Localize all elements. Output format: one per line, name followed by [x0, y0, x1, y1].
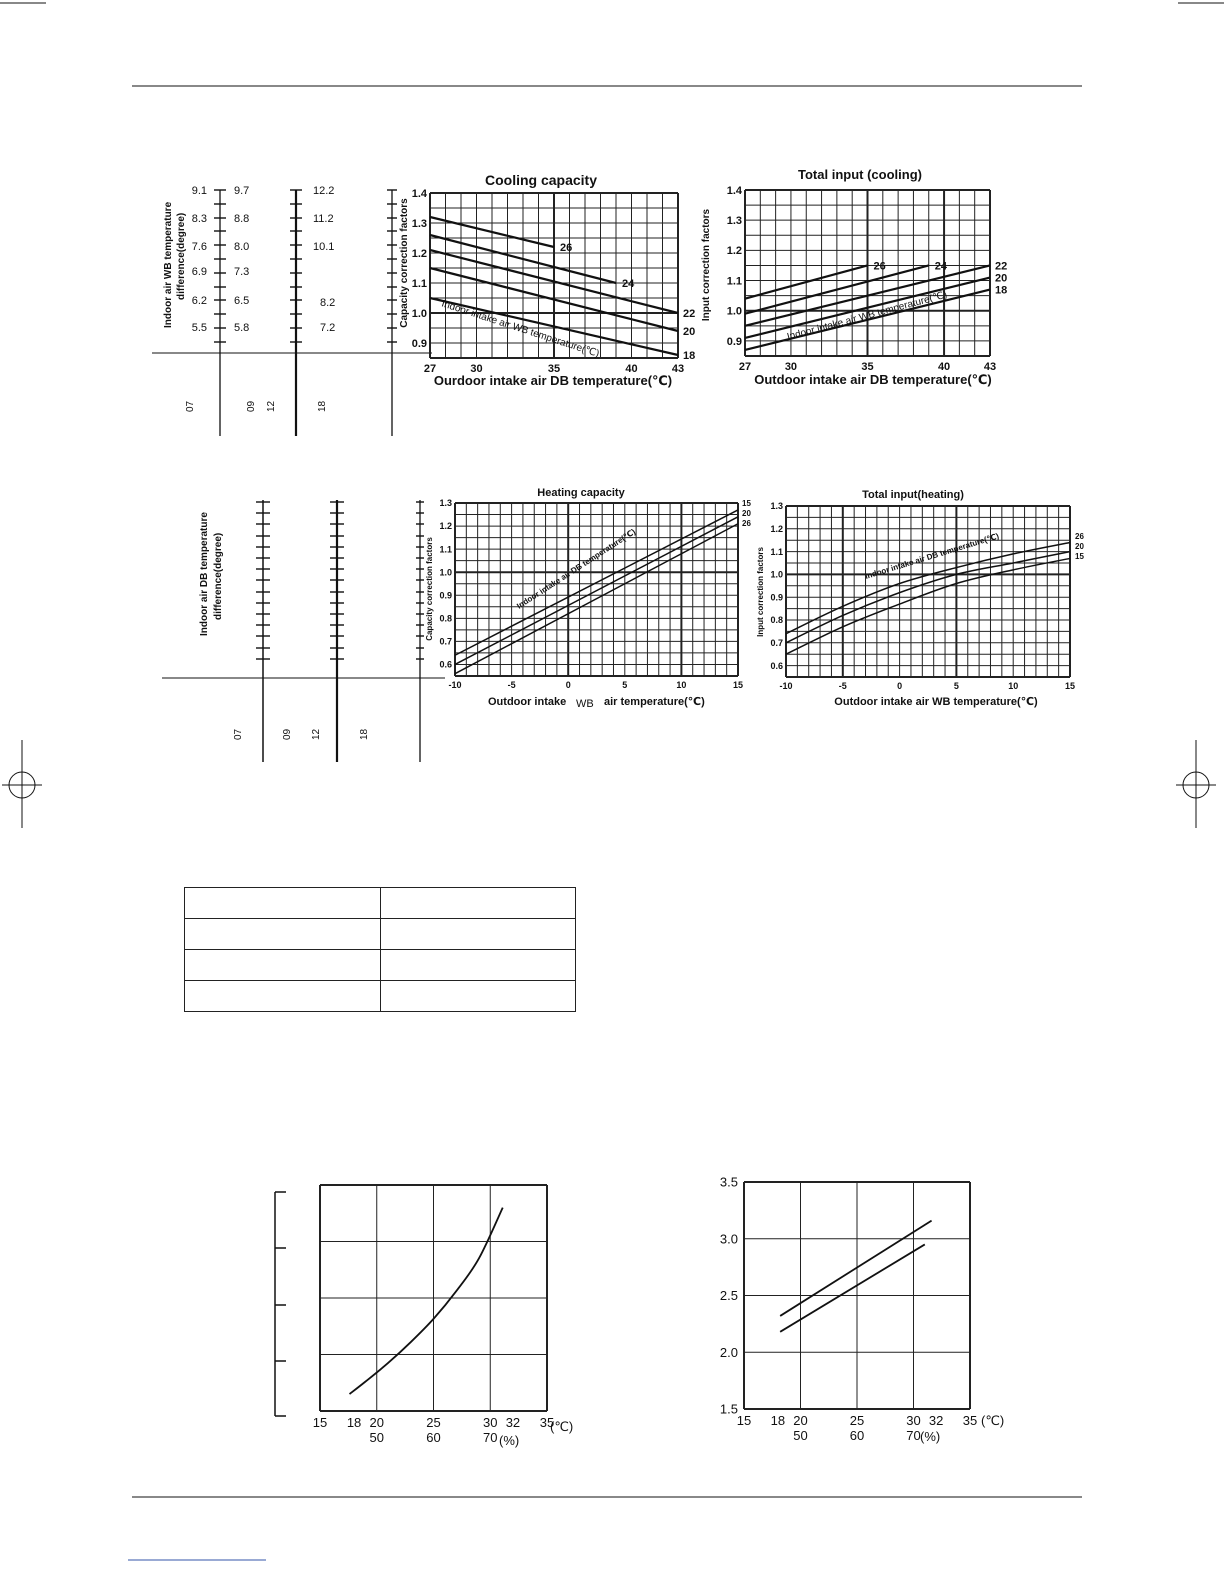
cooling-diff-scale: [152, 185, 432, 436]
series-label: 20: [1075, 542, 1084, 551]
cooling-scale-bottom-label: 18: [317, 400, 328, 412]
cooling-capacity-grid: [430, 193, 678, 358]
heating-capacity-ylabel: Capacity correction factors: [425, 537, 434, 641]
y-tick-label: 1.4: [726, 184, 742, 197]
bottom-right-ticks: [720, 1175, 977, 1443]
x-tick-label: 25: [426, 1415, 441, 1430]
y-tick-label: 3.0: [719, 1231, 738, 1247]
series-label: 18: [995, 284, 1008, 297]
cooling-capacity-ylabel: Capacity correction factors: [399, 198, 410, 328]
y-tick-label: 1.3: [726, 215, 742, 228]
y-tick-label: 1.0: [726, 305, 742, 318]
x-tick-label: 5: [953, 681, 959, 691]
cooling-capacity-annotation: Indoor intake air WB temperature(℃): [440, 298, 601, 360]
x-tick-label: 30: [470, 363, 483, 375]
registration-mark-left: [2, 740, 42, 828]
x-tick-label: 27: [738, 361, 752, 373]
cooling-scale-bottom-label: 09: [246, 400, 257, 412]
table-cell: [380, 888, 576, 919]
y-tick-label: 1.4: [411, 187, 427, 200]
series-label: 15: [742, 499, 751, 508]
y-tick-label: 2.0: [719, 1344, 738, 1360]
y-tick-label: 1.1: [726, 275, 742, 288]
y-tick-label: 1.2: [770, 523, 783, 534]
cooling-scale-col3-value: 12.2: [313, 185, 335, 197]
table-cell: [185, 950, 381, 981]
x-tick-label: 20: [793, 1413, 808, 1428]
table-cell: [185, 981, 381, 1012]
series-label: 22: [995, 260, 1008, 273]
series-label: 26: [742, 519, 751, 528]
cooling-capacity-title: Cooling capacity: [484, 172, 598, 188]
x-tick-label: 10: [1008, 681, 1019, 691]
total-input-cooling-ylabel: Input correction factors: [701, 208, 712, 322]
cooling-capacity-xlabel: Ourdoor intake air DB temperature(℃): [433, 373, 673, 388]
heating-capacity-chart: [425, 487, 751, 710]
table-row: [185, 950, 576, 981]
y-tick-label: 0.7: [439, 636, 452, 647]
total-input-cooling-grid: [745, 190, 990, 356]
total-input-heating-title: Total input(heating): [862, 489, 964, 501]
cooling-scale-bottom-label: 07: [185, 400, 196, 412]
y-tick-label: 0.6: [439, 659, 452, 670]
bottom-left-grid: [320, 1185, 547, 1411]
x-tick-label-row2: 60: [426, 1430, 441, 1445]
y-tick-label: 1.5: [719, 1401, 738, 1417]
x-tick-label: 32: [928, 1413, 944, 1428]
bottom-right-chart: [720, 1175, 1004, 1444]
table-cell: [185, 919, 381, 950]
cooling-scale-col1-value: 9.1: [191, 185, 207, 197]
y-tick-label: 0.8: [770, 615, 783, 626]
total-input-heating-ylabel: Input correction factors: [756, 547, 765, 637]
x-tick-label-row2: 50: [793, 1428, 808, 1443]
heating-scale-ylabel-line1: Indoor air DB temperature: [199, 512, 210, 636]
heating-diff-scale: [162, 500, 445, 762]
series-label: 26: [560, 242, 573, 254]
x-tick-label: 15: [1064, 681, 1076, 691]
x-tick-label: 27: [423, 363, 437, 375]
y-tick-label: 0.9: [439, 590, 452, 601]
x-tick-label: 43: [983, 361, 997, 373]
cooling-scale-col2-value: 9.7: [234, 185, 250, 197]
series-label: 24: [934, 260, 947, 273]
x-tick-label: 15: [736, 1413, 752, 1428]
x-tick-label: 35: [539, 1415, 555, 1430]
total-input-cooling-title: Total input (cooling): [798, 167, 922, 182]
x-tick-label: 35: [962, 1413, 978, 1428]
heating-scale-bottom-label: 12: [311, 728, 322, 740]
x-tick-label-row2: 50: [369, 1430, 384, 1445]
x-tick-label: 40: [937, 361, 951, 373]
series-label: 15: [1075, 552, 1084, 561]
heating-scale-ticks: [256, 502, 424, 659]
x-tick-label: 0: [565, 680, 571, 690]
bottom-left-chart: [275, 1185, 573, 1448]
series-label: 20: [742, 509, 751, 518]
y-tick-label: 2.5: [719, 1288, 738, 1304]
x-tick-label: 10: [676, 680, 687, 690]
bottom-right-xunit: (℃): [981, 1413, 1005, 1428]
y-tick-label: 0.8: [439, 613, 452, 624]
series-label: 24: [622, 278, 635, 290]
heating-capacity-xlabel: Outdoor intake: [488, 696, 567, 708]
x-tick-label-row2: 60: [849, 1428, 865, 1443]
x-tick-label: 0: [897, 681, 903, 691]
total-input-cooling-series: [745, 260, 1007, 350]
total-input-heating-xlabel: Outdoor intake air WB temperature(℃): [834, 696, 1038, 708]
table-cell: [185, 888, 381, 919]
total-input-cooling-chart: [701, 167, 1007, 387]
bottom-left-xunit2: (%): [499, 1433, 520, 1448]
cooling-scale-col2-value: 8.8: [234, 213, 250, 225]
x-tick-label: 18: [770, 1413, 786, 1428]
series-line-20: [455, 517, 738, 665]
cooling-scale-col2-value: 7.3: [234, 266, 250, 278]
bottom-left-y-bracket: [275, 1192, 286, 1416]
heating-capacity-title: Heating capacity: [537, 487, 625, 499]
y-tick-label: 3.5: [719, 1174, 738, 1190]
bottom-left-series: [350, 1208, 503, 1394]
y-tick-label: 1.0: [411, 307, 427, 320]
x-tick-label: 35: [861, 361, 874, 373]
y-tick-label: 1.2: [411, 247, 427, 260]
total-input-cooling-annotation: Indoor intake air WB temperature(℃): [785, 289, 949, 343]
y-tick-label: 1.3: [439, 498, 452, 509]
y-tick-label: 1.0: [439, 567, 452, 578]
series-line-15: [786, 558, 1070, 654]
table-row: [185, 919, 576, 950]
x-tick-label: 18: [346, 1415, 362, 1430]
cooling-scale-col3-value: 11.2: [313, 213, 334, 225]
heating-capacity-grid: [455, 503, 738, 676]
total-input-heating-grid: [786, 506, 1070, 677]
cooling-scale-col2-value: 8.0: [234, 241, 250, 253]
series-line-15: [455, 510, 738, 655]
y-tick-label: 1.2: [726, 245, 742, 258]
heating-capacity-series: [455, 499, 751, 674]
x-tick-label: 5: [622, 680, 628, 690]
x-tick-label: 30: [483, 1415, 498, 1430]
cooling-scale-col1-value: 6.2: [191, 295, 207, 307]
series-label: 22: [683, 308, 696, 320]
heating-scale-bottom-label: 09: [282, 728, 293, 740]
series-line-upper: [780, 1221, 931, 1316]
cooling-scale-ylabel-line1: Indoor air WB temperature: [163, 201, 174, 328]
cooling-scale-bottom-label: 12: [266, 400, 277, 412]
table-cell: [380, 919, 576, 950]
x-tick-label-row2: 70: [483, 1430, 498, 1445]
series-line-26: [455, 524, 738, 674]
x-tick-label: 15: [312, 1415, 328, 1430]
spec-table: [184, 887, 576, 1012]
heating-scale-bottom-label: 07: [233, 728, 244, 740]
y-tick-label: 1.2: [439, 521, 452, 532]
x-tick-label: -10: [779, 681, 793, 691]
table-cell: [380, 950, 576, 981]
x-tick-label: 30: [784, 361, 798, 373]
x-tick-label-row2: 70: [906, 1428, 921, 1443]
heating-capacity-annotation: Indoor intake air DB temperature(℃): [515, 527, 638, 611]
cooling-capacity-chart: [399, 172, 695, 388]
heating-scale-ylabel-line2: difference(degree): [213, 532, 224, 620]
y-tick-label: 1.1: [439, 544, 452, 555]
cooling-scale-ylabel-line2: difference(degree): [176, 212, 187, 300]
y-tick-label: 1.1: [770, 546, 783, 557]
cooling-scale-col3-value: 10.1: [313, 241, 335, 253]
heating-capacity-xlabel-mid: WB: [576, 698, 594, 710]
x-tick-label: 35: [547, 363, 561, 375]
registration-mark-right: [1176, 740, 1216, 828]
series-label: 18: [683, 350, 696, 362]
bottom-right-xunit2: (%): [920, 1429, 941, 1444]
total-input-heating-chart: [756, 489, 1084, 708]
series-label: 26: [873, 260, 886, 273]
cooling-scale-col1-value: 5.5: [191, 322, 207, 334]
total-input-cooling-xlabel: Outdoor intake air DB temperature(℃): [754, 372, 992, 387]
series-line-lower: [780, 1244, 925, 1331]
series-label: 26: [1075, 532, 1084, 541]
y-tick-label: 1.3: [411, 217, 427, 230]
total-input-heating-annotation: Indoor intake air DB temperature(℃): [863, 531, 1000, 581]
x-tick-label: -5: [838, 681, 847, 691]
y-tick-label: 0.9: [726, 335, 742, 348]
table-row: [185, 888, 576, 919]
x-tick-label: -5: [507, 680, 516, 690]
cooling-scale-col1-value: 6.9: [191, 266, 207, 278]
x-tick-label: 25: [849, 1413, 865, 1428]
y-tick-label: 1.0: [770, 569, 783, 580]
cooling-scale-col3-value: 8.2: [320, 297, 336, 309]
cooling-scale-col2-value: 5.8: [234, 322, 250, 334]
y-tick-label: 1.3: [770, 501, 783, 512]
heating-scale-bottom-label: 18: [359, 728, 370, 740]
bottom-right-series: [780, 1221, 931, 1332]
cooling-scale-col3-value: 7.2: [320, 322, 336, 334]
series-label: 20: [995, 272, 1008, 285]
y-tick-label: 0.7: [770, 637, 783, 648]
cooling-scale-col1-value: 8.3: [191, 213, 207, 225]
x-tick-label: 43: [671, 363, 685, 375]
table-row: [185, 981, 576, 1012]
y-tick-label: 0.9: [411, 337, 427, 350]
x-tick-label: 20: [369, 1415, 384, 1430]
table-cell: [380, 981, 576, 1012]
y-tick-label: 0.9: [770, 592, 783, 603]
x-tick-label: 40: [625, 363, 638, 375]
series-label: 20: [683, 326, 696, 338]
bottom-right-grid: [744, 1182, 970, 1409]
x-tick-label: 15: [732, 680, 744, 690]
heating-capacity-xlabel-end: air temperature(℃): [604, 696, 705, 708]
cooling-scale-col1-value: 7.6: [191, 241, 207, 253]
x-tick-label: 30: [906, 1413, 921, 1428]
x-tick-label: 32: [505, 1415, 521, 1430]
series-line-curve: [350, 1208, 503, 1394]
y-tick-label: 0.6: [770, 660, 783, 671]
x-tick-label: -10: [448, 680, 462, 690]
cooling-scale-col2-value: 6.5: [234, 295, 250, 307]
y-tick-label: 1.1: [411, 277, 427, 290]
bottom-left-xunit: (℃): [550, 1419, 574, 1434]
